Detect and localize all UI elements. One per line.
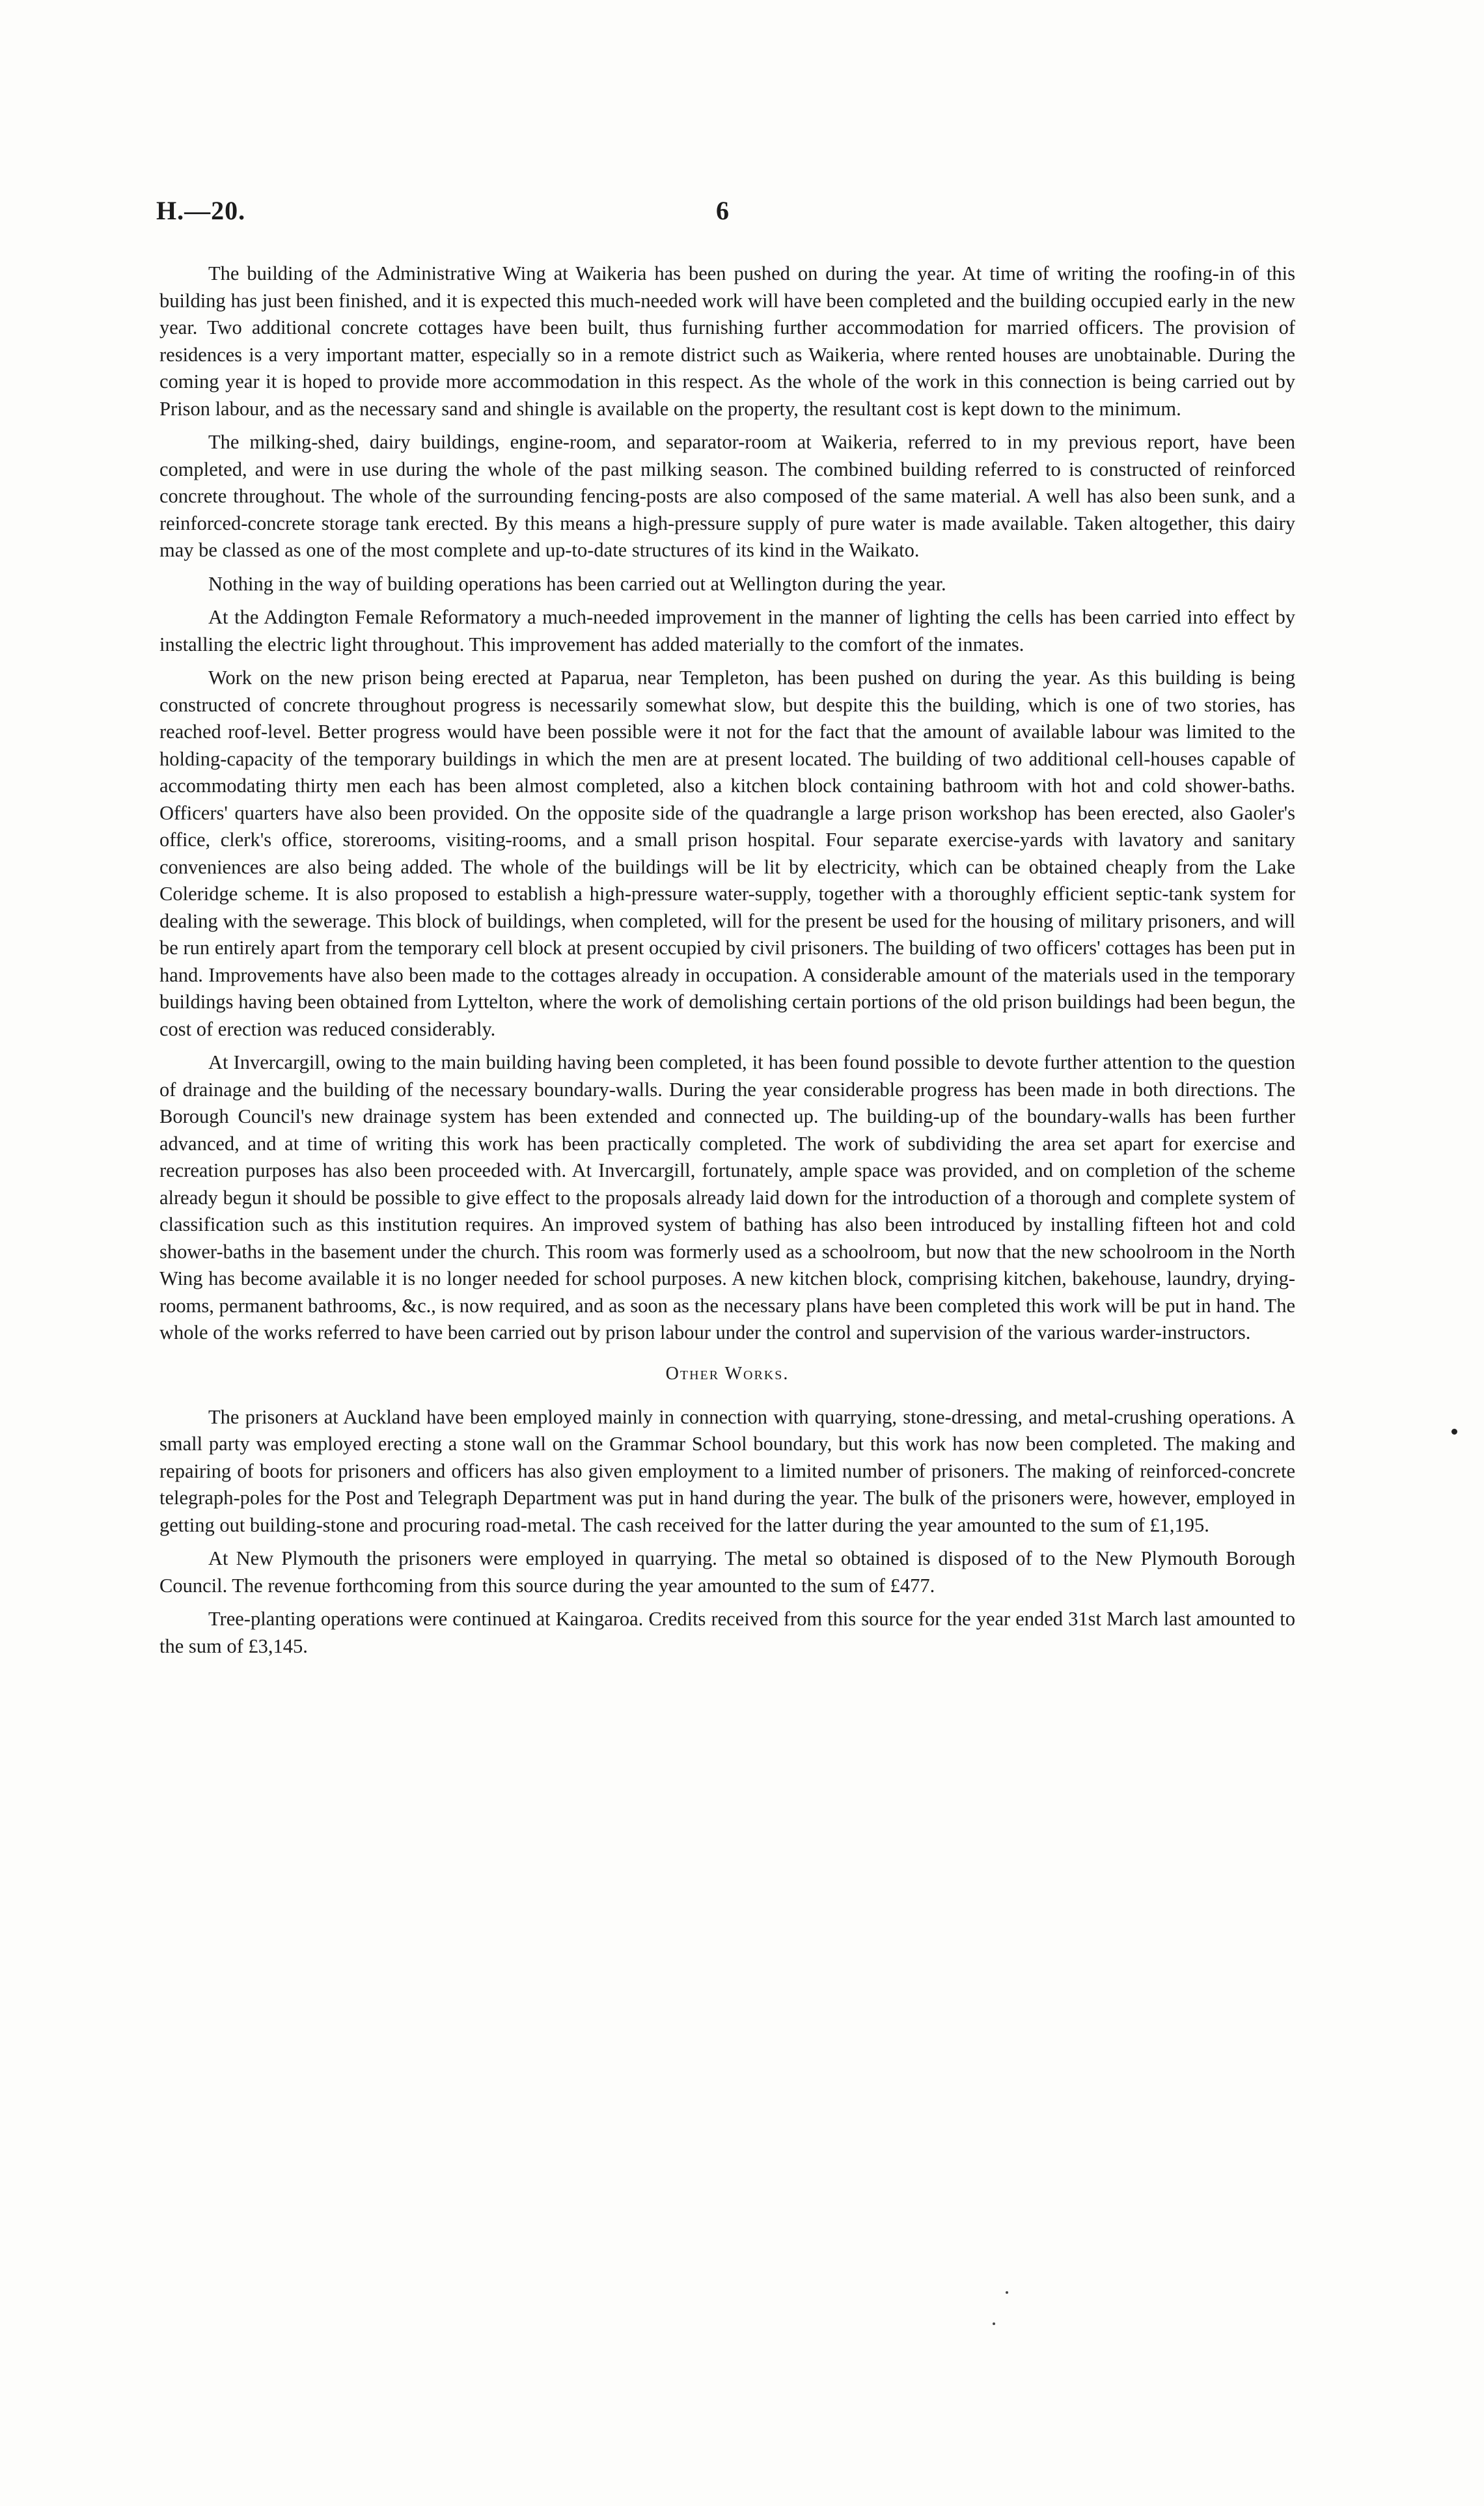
paragraph-addington: At the Addington Female Reformatory a much-needed improvement in the manner of lighting the cells has been carried into effect by installing the electric light throughout. This improvement has added materially to the comfort of the inmates. [159, 606, 1295, 655]
section-heading-other-works: Other Works. [665, 1363, 790, 1384]
paragraph-wellington: Nothing in the way of building operations has been carried out at Wellington during the year. [208, 572, 946, 595]
document-reference: H.—20. [156, 196, 246, 225]
paragraph-waikeria-dairy: The milking-shed, dairy buildings, engine-room, and separator-room at Waikeria, referred to in my previous report, have been completed, and were in use during the whole of the past milking season. The combined building referred to is constructed of reinforced concrete throughout. The whole of the surrounding fencing-posts are also composed of the same material. A well has also been sunk, and a reinforced-concrete storage tank erected. By this means a high-pressure supply of pure water is made available. Taken altogether, this dairy may be classed as one of the most complete and up-to-date structures of its kind in the Waikato. [159, 431, 1295, 561]
paragraph-waikeria-administrative-wing: The building of the Administrative Wing at Waikeria has been pushed on during the year. At time of writing the roofing-in of this building has just been finished, and it is expected this much-needed work will have been completed and the building occupied early in the new year. Two additional concrete cottages have been built, thus furnishing further accommodation for married officers. The provision of residences is a very important matter, especially so in a remote district such as Waikeria, where rented houses are unobtainable. During the coming year it is hoped to provide more accommodation in this respect. As the whole of the work in this connection is being carried out by Prison labour, and as the necessary sand and shingle is available on the property, the resultant cost is kept down to the minimum. [159, 262, 1295, 420]
paragraph-new-plymouth: At New Plymouth the prisoners were employed in quarrying. The metal so obtained is disposed of to the New Plymouth Borough Council. The revenue forthcoming from this source during the year amounted to the sum of £477. [159, 1547, 1295, 1597]
body-text [159, 260, 1295, 1666]
paragraph-auckland: The prisoners at Auckland have been employed mainly in connection with quarrying, stone-dressing, and metal-crushing operations. A small party was employed erecting a stone wall on the Grammar School boundary, but this work has now been completed. The making and repairing of boots for prisoners and officers has also given employment to a limited number of prisoners. The making of reinforced-concrete telegraph-poles for the Post and Telegraph Department was put in hand during the year. The bulk of the prisoners were, however, employed in getting out building-stone and procuring road-metal. The cash received for the latter during the year amounted to the sum of £1,195. [159, 1405, 1295, 1536]
page-number: 6 [716, 196, 729, 225]
scan-speck [993, 2322, 995, 2325]
scan-speck [1006, 2291, 1008, 2294]
paragraph-paparua: Work on the new prison being erected at Paparua, near Templeton, has been pushed on during the year. As this building is being constructed of concrete throughout progress is necessarily somewhat slow, but despite this the building, which is one of two stories, has reached roof-level. Better progress would have been possible were it not for the fact that the amount of available labour was limited to the holding-capacity of the temporary buildings in which the men are at present located. The building of two additional cell-houses capable of accommodating thirty men each has been almost completed, also a kitchen block containing bathroom with hot and cold shower-baths. Officers' quarters have also been provided. On the opposite side of the quadrangle a large prison workshop has been erected, also Gaoler's office, clerk's office, storerooms, visiting-rooms, and a small prison hospital. Four separate exercise-yards with lavatory and sanitary conveniences are also being added. The whole of the buildings will be lit by electricity, which can be obtained cheaply from the Lake Coleridge scheme. It is also proposed to establish a high-pressure water-supply, together with a thoroughly efficient septic-tank system for dealing with the sewerage. This block of buildings, when completed, will for the present be used for the housing of military prisoners, and will be run entirely apart from the temporary cell block at present occupied by civil prisoners. The building of two officers' cottages has been put in hand. Improvements have also been made to the cottages already in occupation. A considerable amount of the materials used in the temporary buildings having been obtained from Lyttelton, where the work of demolishing certain portions of the old prison buildings had been begun, the cost of erection was reduced considerably. [159, 667, 1295, 1040]
paragraph-kaingaroa: Tree-planting operations were continued at Kaingaroa. Credits received from this source for the year ended 31st March last amounted to the sum of £3,145. [159, 1608, 1295, 1657]
paragraph-invercargill: At Invercargill, owing to the main building having been completed, it has been found possible to devote further attention to the question of drainage and the building of the necessary boundary-walls. During the year considerable progress has been made in both directions. The Borough Council's new drainage system has been extended and connected up. The building-up of the boundary-walls has been further advanced, and at time of writing this work has been practically completed. The work of subdividing the area set apart for exercise and recreation purposes has also been proceeded with. At Invercargill, fortunately, ample space was provided, and on completion of the scheme already begun it should be possible to give effect to the proposals already laid down for the introduction of a thorough and complete system of classification such as this institution requires. An improved system of bathing has also been introduced by installing fifteen hot and cold shower-baths in the basement under the church. This room was formerly used as a schoolroom, but now that the new schoolroom in the North Wing has become available it is no longer needed for school purposes. A new kitchen block, comprising kitchen, bakehouse, laundry, drying-rooms, permanent bathrooms, &c., is now required, and as soon as the necessary plans have been completed this work will be put in hand. The whole of the works referred to have been carried out by prison labour under the control and supervision of the various warder-instructors. [159, 1051, 1295, 1343]
margin-mark [1451, 1429, 1457, 1435]
page-header [156, 195, 1315, 241]
